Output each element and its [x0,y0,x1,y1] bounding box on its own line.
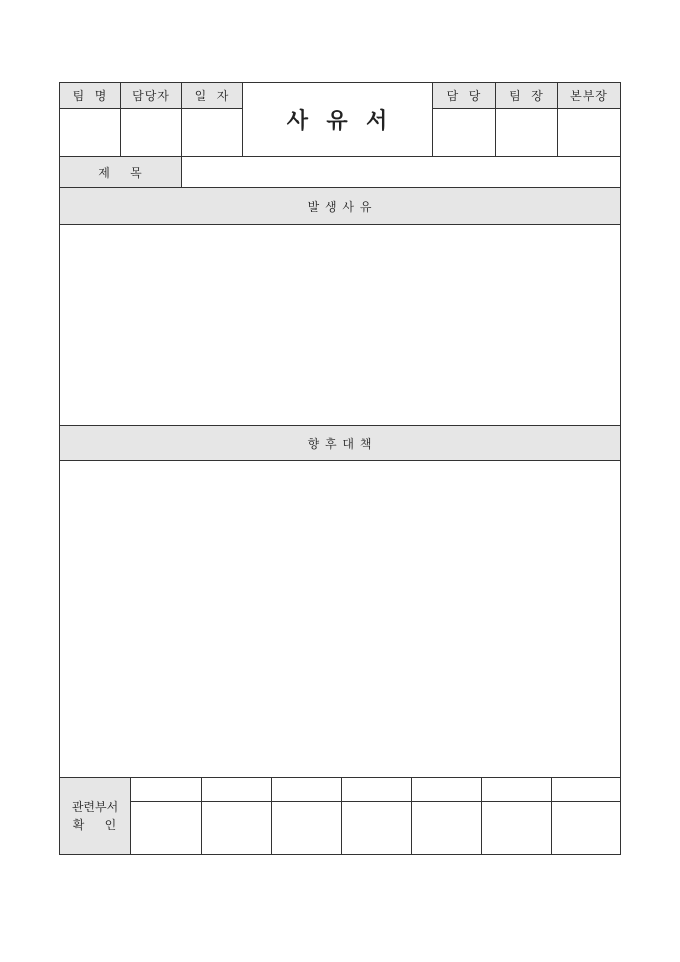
staff-signature-field[interactable] [433,109,495,156]
related-dept-sign-cell[interactable] [342,802,411,854]
label-team-leader: 팀 장 [509,89,544,103]
person-in-charge-field[interactable] [121,109,181,156]
document-title: 사 유 서 [286,108,389,134]
related-dept-sign-cell[interactable] [482,802,551,854]
division-head-signature-field[interactable] [558,109,620,156]
occurrence-reason-field[interactable] [59,224,621,426]
related-dept-name-cell[interactable] [412,778,481,801]
related-dept-name-cell[interactable] [552,778,620,801]
related-dept-name-cell[interactable] [342,778,411,801]
related-dept-name-cell[interactable] [482,778,551,801]
related-dept-sign-cell[interactable] [552,802,620,854]
related-dept-name-cell[interactable] [202,778,271,801]
related-dept-name-cell[interactable] [131,778,201,801]
related-dept-label-line1: 관련부서 [71,800,119,814]
label-staff: 담 당 [446,89,482,103]
related-dept-sign-cell[interactable] [272,802,341,854]
team-leader-signature-field[interactable] [496,109,557,156]
team-name-field[interactable] [60,109,120,156]
label-date: 일 자 [194,89,230,103]
label-division-head: 본부장 [570,89,608,103]
related-dept-name-cell[interactable] [272,778,341,801]
related-dept-sign-cell[interactable] [412,802,481,854]
occurrence-reason-label: 발 생 사 유 [307,199,373,214]
subject-label: 제 목 [98,165,143,180]
future-measures-field[interactable] [59,460,621,778]
future-measures-label: 향 후 대 책 [307,436,373,451]
related-dept-label-line2: 확 인 [72,818,118,832]
related-dept-sign-cell[interactable] [131,802,201,854]
label-person-in-charge: 담당자 [132,89,170,103]
related-dept-label [60,778,130,854]
date-field[interactable] [182,109,242,156]
related-dept-sign-cell[interactable] [202,802,271,854]
subject-field[interactable] [182,157,620,187]
label-team-name: 팀 명 [72,89,108,103]
